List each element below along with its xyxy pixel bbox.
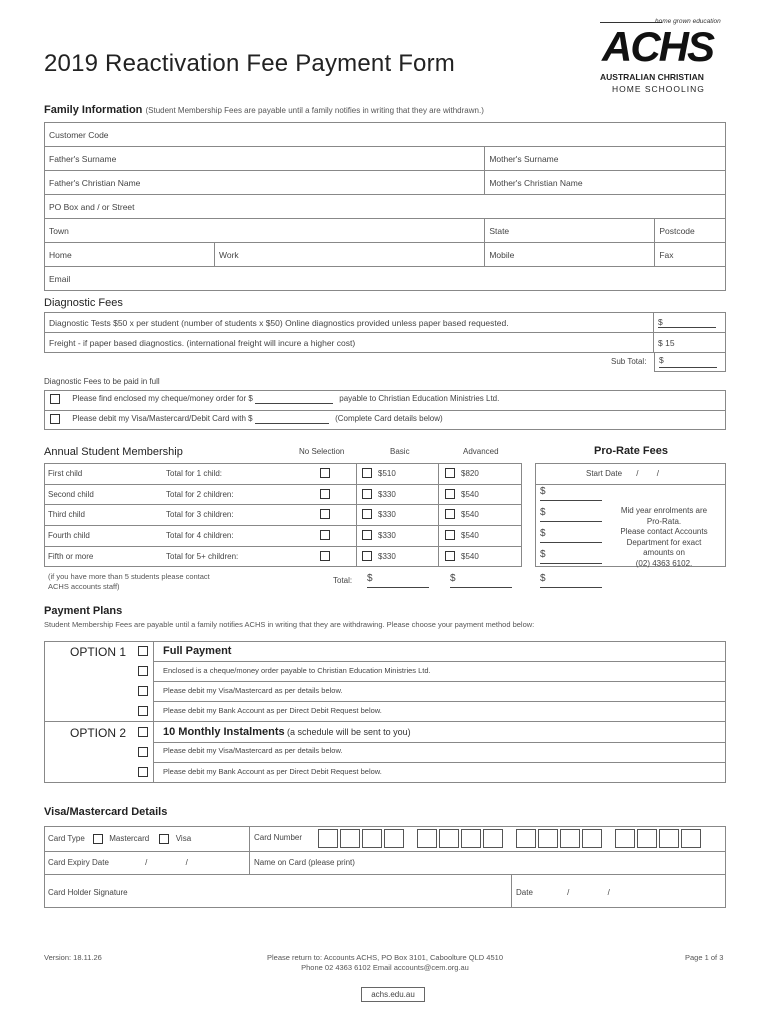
- start-date[interactable]: [586, 469, 659, 478]
- basic-checkbox[interactable]: [362, 468, 372, 478]
- divider: [153, 762, 726, 763]
- advanced-price: $820: [461, 469, 479, 478]
- membership-total-label: Total for 4 children:: [166, 531, 234, 540]
- monthly-note: (a schedule will be sent to you): [287, 727, 411, 737]
- expiry-label: Card Expiry Date: [48, 858, 109, 867]
- card-digit-box[interactable]: [538, 829, 558, 848]
- footnote-line2: ACHS accounts staff): [48, 582, 120, 591]
- advanced-checkbox[interactable]: [445, 489, 455, 499]
- option-card: [50, 414, 443, 424]
- family-note: (Student Membership Fees are payable until a family notifies in writing that they are withdrawn.): [145, 106, 484, 115]
- prorate-msg-2: Pro-Rata.: [646, 516, 682, 526]
- payment-heading: Payment Plans: [44, 605, 123, 617]
- subtotal-label: Sub Total:: [611, 357, 647, 366]
- mothers-christian-field[interactable]: Mother's Christian Name: [485, 171, 726, 195]
- card-digit-box[interactable]: [318, 829, 338, 848]
- opt1-bank-text: Please debit my Bank Account as per Direct Debit Request below.: [163, 706, 382, 715]
- name-on-card-field[interactable]: Name on Card (please print): [254, 858, 355, 867]
- po-box-field[interactable]: PO Box and / or Street: [45, 195, 726, 219]
- membership-total-label: Total for 5+ children:: [166, 552, 239, 561]
- option-cheque-tail: payable to Christian Education Ministries Ltd.: [339, 394, 500, 404]
- diagnostic-tests-label: Diagnostic Tests $50 x per student (number of students x $50) Online diagnostics provided unless paper based requested.: [45, 313, 654, 333]
- date-label: Date: [516, 888, 533, 897]
- divider: [44, 504, 522, 505]
- option2-checkbox[interactable]: [138, 727, 148, 737]
- card-number-label: Card Number: [254, 833, 303, 842]
- basic-price: $330: [378, 510, 396, 519]
- no-selection-checkbox[interactable]: [320, 530, 330, 540]
- advanced-checkbox[interactable]: [445, 468, 455, 478]
- membership-child-label: Second child: [48, 490, 94, 499]
- basic-price: $330: [378, 552, 396, 561]
- basic-price: $330: [378, 531, 396, 540]
- mobile-field[interactable]: Mobile: [485, 243, 655, 267]
- prorate-total[interactable]: $: [540, 573, 602, 588]
- visa-checkbox[interactable]: [159, 834, 169, 844]
- email-field[interactable]: Email: [45, 267, 726, 291]
- cheque-checkbox[interactable]: [50, 394, 60, 404]
- prorate-msg-1: Mid year enrolments are: [620, 506, 708, 515]
- no-selection-checkbox[interactable]: [320, 468, 330, 478]
- achs-logo: [600, 18, 725, 93]
- card-digit-box[interactable]: [582, 829, 602, 848]
- website-link[interactable]: achs.edu.au: [361, 987, 425, 1002]
- prorate-msg-4: Department for exact: [626, 537, 702, 547]
- option-cheque-text: Please find enclosed my cheque/money order for $: [72, 394, 253, 404]
- town-field[interactable]: Town: [45, 219, 485, 243]
- basic-price: $330: [378, 490, 396, 499]
- card-digit-box[interactable]: [681, 829, 701, 848]
- col-advanced: Advanced: [463, 447, 499, 456]
- divider: [249, 826, 250, 874]
- subtotal-amount-box[interactable]: [654, 352, 726, 372]
- opt1-cheque-text: Enclosed is a cheque/money order payable to Christian Education Ministries Ltd.: [163, 666, 431, 675]
- no-selection-checkbox[interactable]: [320, 509, 330, 519]
- advanced-price: $540: [461, 510, 479, 519]
- card-digit-box[interactable]: [483, 829, 503, 848]
- card-amount-line[interactable]: [255, 414, 329, 424]
- divider: [44, 851, 726, 852]
- diagnostic-table: [44, 312, 726, 353]
- return-line2: Phone 02 4363 6102 Email accounts@cem.org.au: [301, 963, 469, 972]
- fathers-christian-field[interactable]: Father's Christian Name: [45, 171, 485, 195]
- diagnostic-tests-amount[interactable]: [654, 313, 726, 333]
- advanced-price: $540: [461, 490, 479, 499]
- fax-field[interactable]: Fax: [655, 243, 726, 267]
- start-date-label: Start Date: [586, 469, 623, 478]
- divider: [438, 463, 439, 567]
- opt1-cheque-checkbox[interactable]: [138, 666, 148, 676]
- divider: [535, 484, 726, 485]
- divider: [44, 410, 726, 411]
- divider: [153, 742, 726, 743]
- home-phone-field[interactable]: Home: [45, 243, 215, 267]
- opt1-visa-checkbox[interactable]: [138, 686, 148, 696]
- total-advanced[interactable]: $: [450, 573, 512, 588]
- advanced-price: $540: [461, 552, 479, 561]
- opt2-visa-text: Please debit my Visa/Mastercard as per details below.: [163, 746, 343, 755]
- card-digit-box[interactable]: [461, 829, 481, 848]
- logo-tagline: home grown education: [655, 18, 721, 25]
- date-slash: /: [607, 888, 610, 897]
- card-digit-box[interactable]: [417, 829, 437, 848]
- monthly-heading: [163, 726, 411, 738]
- prorate-msg-6: (02) 4363 6102.: [635, 558, 693, 568]
- membership-child-label: First child: [48, 469, 83, 478]
- card-digit-box[interactable]: [516, 829, 536, 848]
- freight-label: Freight - if paper based diagnostics. (international freight will incure a higher cost): [45, 333, 654, 353]
- card-digit-box[interactable]: [340, 829, 360, 848]
- membership-total-label: Total for 1 child:: [166, 469, 223, 478]
- option-cheque: [50, 394, 499, 404]
- option1-checkbox[interactable]: [138, 646, 148, 656]
- mastercard-label: Mastercard: [109, 834, 150, 844]
- basic-price: $510: [378, 469, 396, 478]
- option-card-text: Please debit my Visa/Mastercard/Debit Card with $: [72, 414, 253, 424]
- divider: [153, 661, 726, 662]
- divider: [153, 681, 726, 682]
- return-address: [200, 953, 570, 973]
- advanced-checkbox[interactable]: [445, 509, 455, 519]
- signature-field[interactable]: Card Holder Signature: [48, 888, 128, 897]
- prorate-amount-4[interactable]: $: [540, 528, 602, 543]
- basic-checkbox[interactable]: [362, 530, 372, 540]
- logo-wordmark: ACHS: [602, 23, 714, 70]
- divider: [153, 701, 726, 702]
- basic-checkbox[interactable]: [362, 489, 372, 499]
- option-card-tail: (Complete Card details below): [335, 414, 443, 424]
- opt1-visa-text: Please debit my Visa/Mastercard as per details below.: [163, 686, 343, 695]
- prorate-amount-3[interactable]: $: [540, 507, 602, 522]
- return-line1: Please return to: Accounts ACHS, PO Box 3101, Caboolture QLD 4510: [267, 953, 503, 962]
- card-digit-box[interactable]: [362, 829, 382, 848]
- tests-amount-line: $: [658, 317, 716, 328]
- prorate-amount-2[interactable]: $: [540, 486, 602, 501]
- card-expiry[interactable]: [48, 858, 188, 867]
- work-phone-field[interactable]: Work: [215, 243, 485, 267]
- family-heading: [44, 104, 484, 116]
- card-date[interactable]: [516, 888, 610, 897]
- card-type: [48, 834, 191, 844]
- divider: [44, 484, 522, 485]
- monthly-label: 10 Monthly Instalments: [163, 726, 285, 738]
- basic-checkbox[interactable]: [362, 551, 372, 561]
- date-slash: /: [636, 469, 639, 478]
- membership-child-label: Fourth child: [48, 531, 90, 540]
- cheque-amount-line[interactable]: [255, 394, 333, 404]
- freight-amount: $ 15: [654, 333, 726, 353]
- expiry-slash: /: [145, 858, 148, 867]
- card-digit-box[interactable]: [659, 829, 679, 848]
- logo-line2: HOME SCHOOLING: [612, 84, 705, 94]
- prorate-amount-5[interactable]: $: [540, 549, 602, 564]
- total-label: Total:: [333, 576, 353, 585]
- membership-child-label: Third child: [48, 510, 85, 519]
- membership-total-label: Total for 3 children:: [166, 510, 234, 519]
- no-selection-checkbox[interactable]: [320, 551, 330, 561]
- membership-total-label: Total for 2 children:: [166, 490, 234, 499]
- advanced-price: $540: [461, 531, 479, 540]
- state-field[interactable]: State: [485, 219, 655, 243]
- option1-label: OPTION 1: [70, 645, 127, 659]
- logo-line1: AUSTRALIAN CHRISTIAN: [600, 72, 704, 82]
- opt2-visa-checkbox[interactable]: [138, 747, 148, 757]
- col-basic: Basic: [390, 447, 410, 456]
- divider: [356, 463, 357, 567]
- page-title: 2019 Reactivation Fee Payment Form: [44, 50, 455, 77]
- card-digit-box[interactable]: [560, 829, 580, 848]
- date-slash: /: [656, 469, 659, 478]
- card-digit-box[interactable]: [384, 829, 404, 848]
- col-no-selection: No Selection: [299, 447, 345, 456]
- footnote-line1: (if you have more than 5 students please contact: [48, 572, 210, 581]
- prorate-msg-3: Please contact Accounts: [620, 527, 708, 536]
- divider: [511, 874, 512, 908]
- prorate-message: [606, 506, 722, 569]
- membership-footnote: [48, 572, 210, 592]
- card-digit-box[interactable]: [637, 829, 657, 848]
- divider: [44, 721, 726, 722]
- version: Version: 18.11.26: [44, 953, 102, 962]
- opt2-bank-text: Please debit my Bank Account as per Direct Debit Request below.: [163, 767, 382, 776]
- divider: [44, 874, 726, 875]
- card-checkbox[interactable]: [50, 414, 60, 424]
- total-basic[interactable]: $: [367, 573, 429, 588]
- family-heading-text: Family Information: [44, 104, 143, 116]
- opt2-bank-checkbox[interactable]: [138, 767, 148, 777]
- family-table: [44, 122, 726, 291]
- full-payment-label: Full Payment: [163, 645, 232, 657]
- mastercard-checkbox[interactable]: [93, 834, 103, 844]
- customer-code-field[interactable]: Customer Code: [45, 123, 726, 147]
- advanced-checkbox[interactable]: [445, 551, 455, 561]
- expiry-slash: /: [185, 858, 188, 867]
- divider: [44, 546, 522, 547]
- prorate-msg-5: amounts on: [643, 548, 685, 557]
- divider: [44, 525, 522, 526]
- card-type-label: Card Type: [48, 834, 85, 844]
- no-selection-checkbox[interactable]: [320, 489, 330, 499]
- card-digit-box[interactable]: [439, 829, 459, 848]
- card-heading: Visa/Mastercard Details: [44, 806, 168, 818]
- membership-heading: Annual Student Membership: [44, 446, 183, 458]
- fathers-surname-field[interactable]: Father's Surname: [45, 147, 485, 171]
- subtotal-amount: $: [659, 355, 717, 368]
- opt1-bank-checkbox[interactable]: [138, 706, 148, 716]
- diagnostic-heading: Diagnostic Fees: [44, 297, 123, 309]
- payment-note: Student Membership Fees are payable until a family notifies ACHS in writing that they are withdrawing. Please choose your payment method below:: [44, 620, 535, 629]
- paid-in-full-label: Diagnostic Fees to be paid in full: [44, 377, 160, 386]
- prorate-heading: Pro-Rate Fees: [594, 445, 668, 457]
- advanced-checkbox[interactable]: [445, 530, 455, 540]
- card-digit-box[interactable]: [615, 829, 635, 848]
- basic-checkbox[interactable]: [362, 509, 372, 519]
- page-number: Page 1 of 3: [685, 953, 724, 962]
- date-slash: /: [567, 888, 570, 897]
- membership-child-label: Fifth or more: [48, 552, 94, 561]
- option2-label: OPTION 2: [70, 726, 127, 740]
- mothers-surname-field[interactable]: Mother's Surname: [485, 147, 726, 171]
- visa-label: Visa: [175, 834, 192, 844]
- postcode-field[interactable]: Postcode: [655, 219, 726, 243]
